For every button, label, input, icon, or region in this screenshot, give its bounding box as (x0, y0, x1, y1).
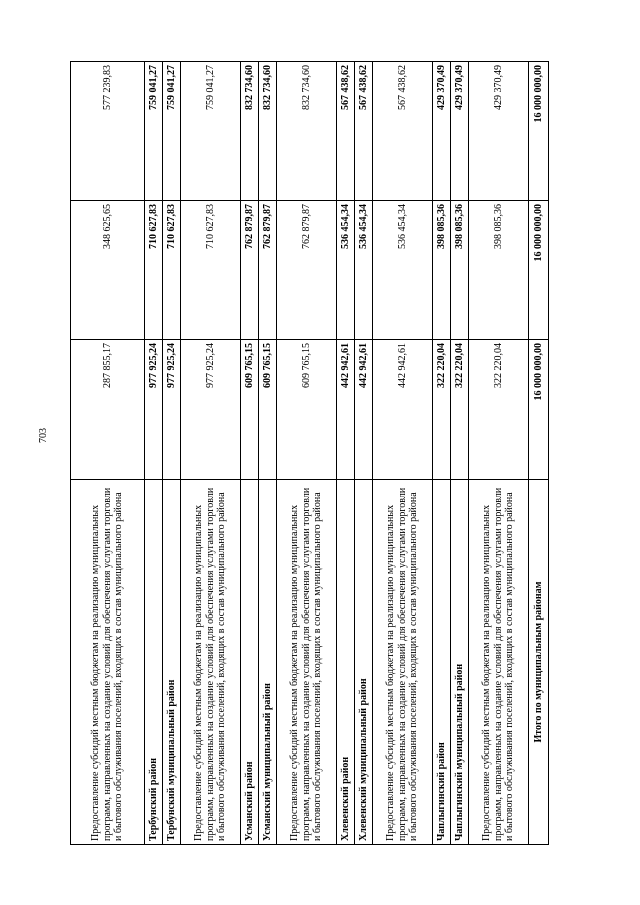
value-year-1: 609 765,15 (241, 340, 259, 480)
table-row (469, 62, 529, 845)
total-label: Итого по муниципальным районам (529, 480, 549, 845)
value-year-3: 567 438,62 (355, 62, 373, 201)
row-label: Предоставление субсидий местным бюджетам на реализацию муниципальных программ, направленных на создание условий для обеспечения услугами торговли и бытового обслуживания поселений, входящих в состав муниципального района (373, 480, 433, 845)
row-label: Хлевенский муниципальный район (355, 480, 373, 845)
value-year-3: 759 041,27 (145, 62, 163, 201)
row-label: Чаплыгинский муниципальный район (451, 480, 469, 845)
value-year-3: 567 438,62 (373, 62, 433, 201)
value-year-2: 710 627,83 (163, 201, 181, 340)
row-label: Предоставление субсидий местным бюджетам на реализацию муниципальных программ, направленных на создание условий для обеспечения услугами торговли и бытового обслуживания поселений, входящих в состав муниципального района (71, 480, 145, 845)
value-year-3: 832 734,60 (259, 62, 277, 201)
total-year-3: 16 000 000,00 (529, 62, 549, 201)
value-year-2: 536 454,34 (373, 201, 433, 340)
value-year-1: 977 925,24 (181, 340, 241, 480)
table-row-municipal-district (451, 62, 469, 845)
value-year-1: 442 942,61 (337, 340, 355, 480)
value-year-2: 762 879,87 (241, 201, 259, 340)
row-label: Предоставление субсидий местным бюджетам на реализацию муниципальных программ, направленных на создание условий для обеспечения услугами торговли и бытового обслуживания поселений, входящих в состав муниципального района (469, 480, 529, 845)
table-row-district (241, 62, 259, 845)
table-row (181, 62, 241, 845)
value-year-2: 398 085,36 (469, 201, 529, 340)
table-row-district (337, 62, 355, 845)
value-year-2: 762 879,87 (277, 201, 337, 340)
value-year-3: 832 734,60 (277, 62, 337, 201)
value-year-1: 287 855,17 (71, 340, 145, 480)
value-year-3: 759 041,27 (163, 62, 181, 201)
value-year-2: 536 454,34 (355, 201, 373, 340)
value-year-1: 442 942,61 (373, 340, 433, 480)
value-year-3: 429 370,49 (433, 62, 451, 201)
table-row-district (433, 62, 451, 845)
value-year-3: 567 438,62 (337, 62, 355, 201)
table-row (373, 62, 433, 845)
row-label: Тербунский муниципальный район (163, 480, 181, 845)
value-year-2: 762 879,87 (259, 201, 277, 340)
value-year-1: 609 765,15 (259, 340, 277, 480)
row-label: Предоставление субсидий местным бюджетам на реализацию муниципальных программ, направленных на создание условий для обеспечения услугами торговли и бытового обслуживания поселений, входящих в состав муниципального района (181, 480, 241, 845)
total-year-2: 16 000 000,00 (529, 201, 549, 340)
value-year-2: 710 627,83 (181, 201, 241, 340)
table-row-municipal-district (163, 62, 181, 845)
page-number: 703 (38, 428, 49, 443)
value-year-1: 322 220,04 (433, 340, 451, 480)
total-year-1: 16 000 000,00 (529, 340, 549, 480)
value-year-1: 977 925,24 (145, 340, 163, 480)
table-row-municipal-district (259, 62, 277, 845)
row-label: Предоставление субсидий местным бюджетам на реализацию муниципальных программ, направленных на создание условий для обеспечения услугами торговли и бытового обслуживания поселений, входящих в состав муниципального района (277, 480, 337, 845)
table-row-total (529, 62, 549, 845)
value-year-2: 710 627,83 (145, 201, 163, 340)
value-year-3: 759 041,27 (181, 62, 241, 201)
value-year-1: 442 942,61 (355, 340, 373, 480)
table-row-municipal-district (355, 62, 373, 845)
table-row (277, 62, 337, 845)
row-label: Тербунский район (145, 480, 163, 845)
value-year-1: 609 765,15 (277, 340, 337, 480)
value-year-3: 429 370,49 (469, 62, 529, 201)
value-year-2: 398 085,36 (433, 201, 451, 340)
value-year-2: 348 625,65 (71, 201, 145, 340)
row-label: Усманский район (241, 480, 259, 845)
value-year-3: 832 734,60 (241, 62, 259, 201)
row-label: Усманский муниципальный район (259, 480, 277, 845)
row-label: Чаплыгинский район (433, 480, 451, 845)
value-year-3: 429 370,49 (451, 62, 469, 201)
value-year-2: 536 454,34 (337, 201, 355, 340)
value-year-1: 977 925,24 (163, 340, 181, 480)
table-row (71, 62, 145, 845)
row-label: Хлевенский район (337, 480, 355, 845)
value-year-1: 322 220,04 (451, 340, 469, 480)
value-year-2: 398 085,36 (451, 201, 469, 340)
value-year-3: 577 239,83 (71, 62, 145, 201)
table-row-district (145, 62, 163, 845)
rotated-table-container (70, 62, 548, 845)
value-year-1: 322 220,04 (469, 340, 529, 480)
subsidy-table (70, 61, 549, 845)
